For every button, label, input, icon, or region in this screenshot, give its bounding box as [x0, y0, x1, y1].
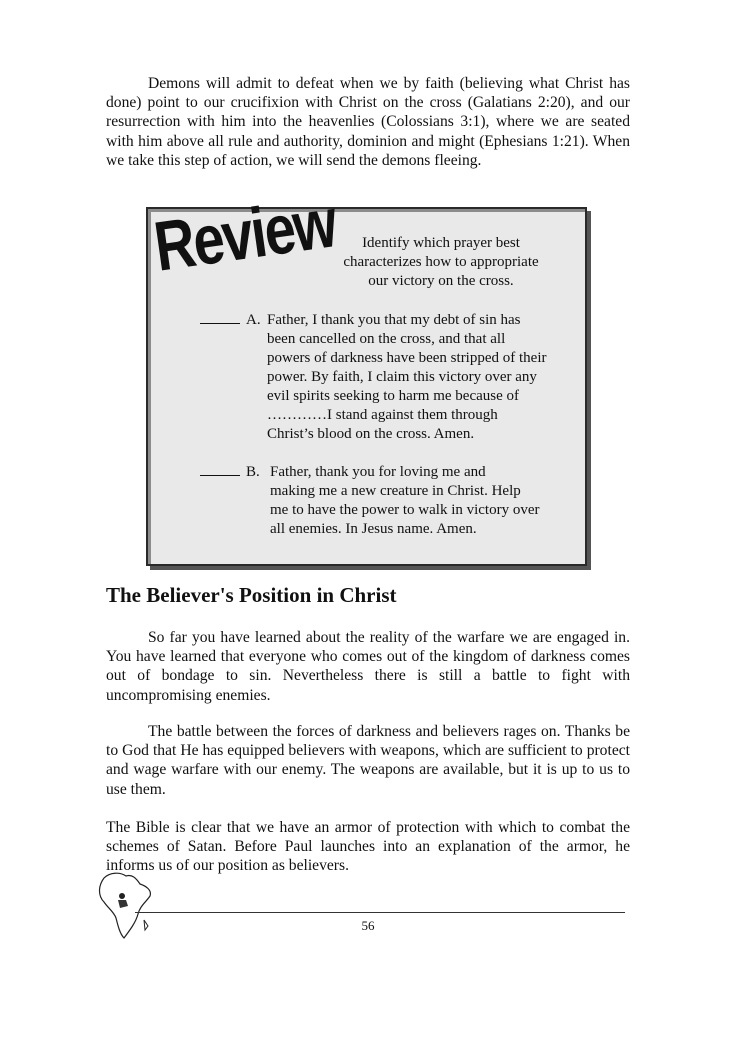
option-a-line: …………I stand against them through: [267, 407, 498, 423]
option-b-line: Father, thank you for loving me and: [270, 464, 486, 480]
option-a-label: A.: [246, 312, 261, 328]
africa-map-icon: [96, 868, 158, 947]
review-instruction: [316, 234, 566, 291]
review-title: Review: [149, 182, 340, 286]
option-a-text: [267, 311, 547, 444]
option-b-line: all enemies. In Jesus name. Amen.: [270, 521, 477, 537]
option-b-prefix: [200, 463, 260, 482]
option-b-text: [270, 463, 540, 539]
option-a-line: Christ’s blood on the cross. Amen.: [267, 426, 475, 442]
intro-paragraph: Demons will admit to defeat when we by faith (believing what Christ has done) point to our crucifixion with Christ on the cross (Galatians 2:20), and our resurrection with him into the heavenlies (Colossians 3:1), where we are seated with him above all rule and authority, dominion and might (Ephesians 1:21). When we take this step of action, we will send the demons fleeing.: [106, 75, 630, 169]
option-a-line: been cancelled on the cross, and that all: [267, 331, 506, 347]
instruction-line: Identify which prayer best: [362, 235, 520, 251]
body-paragraph: The Bible is clear that we have an armor of protection with which to combat the schemes of Satan. Before Paul launches into an explanation of the armor, he informs us of our position as believers.: [106, 819, 630, 875]
option-b-line: me to have the power to walk in victory over: [270, 502, 540, 518]
instruction-line: characterizes how to appropriate: [343, 254, 539, 270]
answer-blank-b[interactable]: [200, 463, 240, 476]
footer-divider: [135, 912, 625, 913]
page-number: 56: [361, 918, 375, 933]
option-b-label: B.: [246, 464, 260, 480]
option-b-line: making me a new creature in Christ. Help: [270, 483, 521, 499]
option-a-prefix: [200, 311, 261, 330]
option-a-line: Father, I thank you that my debt of sin has: [267, 312, 521, 328]
option-a-line: power. By faith, I claim this victory over any: [267, 369, 537, 385]
option-a-line: powers of darkness have been stripped of their: [267, 350, 547, 366]
body-paragraph: So far you have learned about the reality of the warfare we are engaged in. You have learned that everyone who comes out of the kingdom of darkness comes out of bondage to sin. Nevertheless there is still a battle to fight with uncompromising enemies.: [106, 629, 630, 704]
answer-blank-a[interactable]: [200, 311, 240, 324]
section-heading: The Believer's Position in Christ: [106, 583, 397, 607]
option-a-line: evil spirits seeking to harm me because of: [267, 388, 520, 404]
instruction-line: our victory on the cross.: [368, 273, 514, 289]
body-paragraph: The battle between the forces of darkness and believers rages on. Thanks be to God that He has equipped believers with weapons, which are sufficient to protect and wage warfare with our enemy. The weapons are available, but it is up to us to use them.: [106, 723, 630, 798]
